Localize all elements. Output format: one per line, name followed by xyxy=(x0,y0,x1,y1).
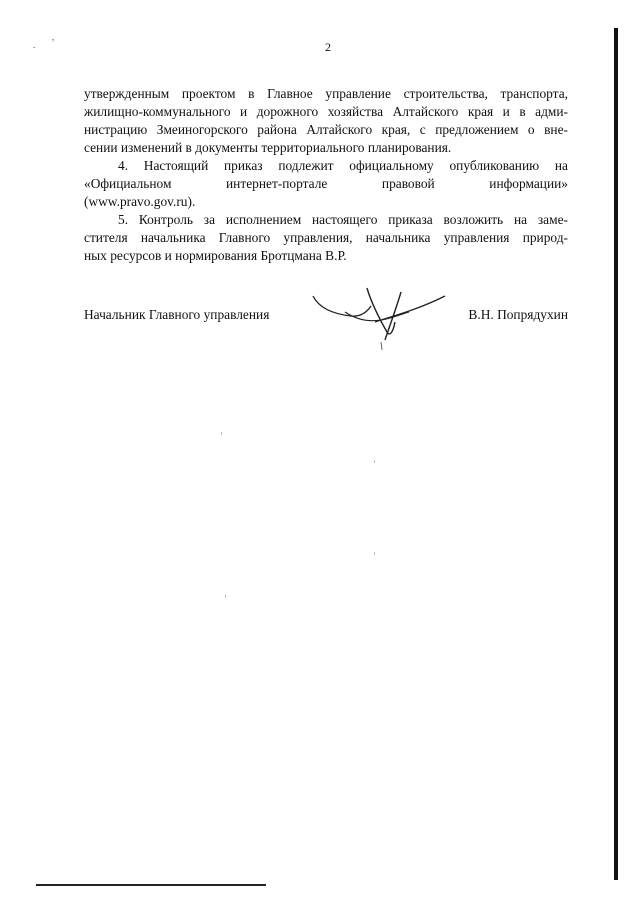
scan-speck: , xyxy=(52,32,55,42)
text-line: жилищно-коммунального и дорожного хозяйства Алтайского края и в адми- xyxy=(84,104,568,119)
paragraph-1 xyxy=(84,85,568,157)
text-line: сении изменений в документы территориального планирования. xyxy=(84,140,452,155)
signer-name: В.Н. Попрядухин xyxy=(468,307,568,322)
paragraph-5 xyxy=(84,211,568,265)
scan-speck xyxy=(221,432,222,435)
scan-speck xyxy=(225,595,226,598)
text-line: (www.pravo.gov.ru). xyxy=(84,194,196,209)
document-body xyxy=(84,85,568,265)
text-line: «Официальном интернет-портале правовой информации» xyxy=(84,176,568,191)
handwritten-signature xyxy=(305,282,455,352)
scan-speck: . xyxy=(33,40,36,50)
text-line: ных ресурсов и нормирования Бротцмана В.Р. xyxy=(84,248,347,263)
scan-border-right xyxy=(614,28,618,880)
text-line: 5. Контроль за исполнением настоящего приказа возложить на замe- xyxy=(118,212,568,227)
paragraph-4 xyxy=(84,157,568,211)
page-number: 2 xyxy=(325,40,331,54)
text-line: 4. Настоящий приказ подлежит официальному опубликованию на xyxy=(118,158,568,173)
bottom-rule xyxy=(36,884,266,886)
scan-speck xyxy=(374,552,375,555)
text-line: нистрацию Змеиногорского района Алтайского края, с предложением о вне- xyxy=(84,122,568,137)
scan-speck xyxy=(374,460,375,463)
signer-position-title: Начальник Главного управления xyxy=(84,307,270,322)
text-line: утвержденным проектом в Главное управление строительства, транспорта, xyxy=(84,86,568,101)
text-line: стителя начальника Главного управления, начальника управления природ- xyxy=(84,230,568,245)
